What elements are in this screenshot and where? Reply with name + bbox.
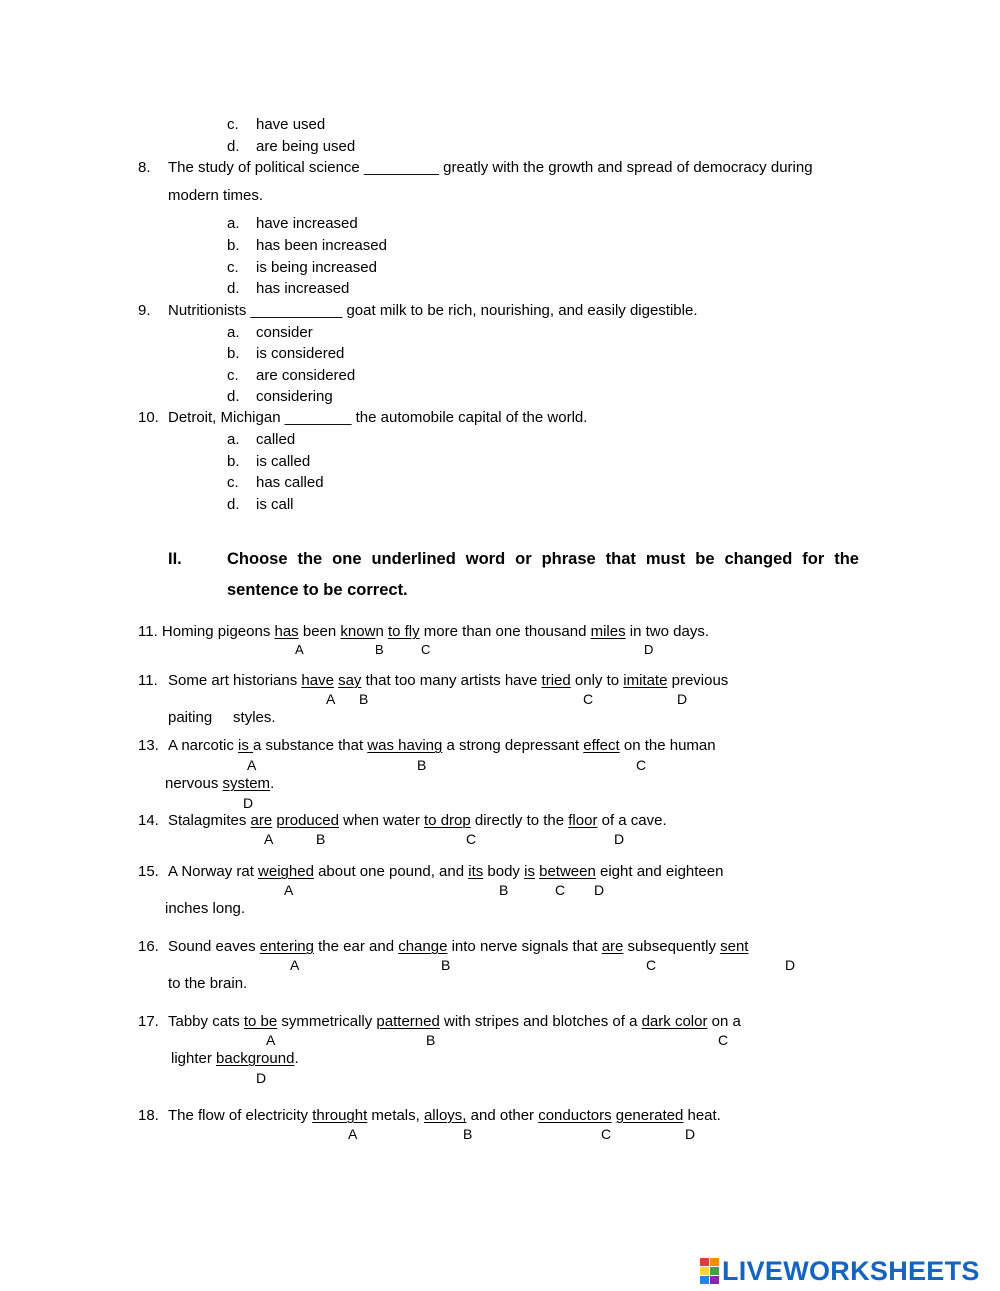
- option-letter: b.: [227, 345, 240, 362]
- option-text: are considered: [256, 367, 356, 384]
- question-sentence: Stalagmites are produced when water to drop directly to the floor of a cave.: [168, 812, 667, 829]
- label-b: B: [499, 882, 509, 898]
- question-sentence-continued: to the brain.: [168, 975, 248, 992]
- label-a: A: [295, 642, 304, 657]
- liveworksheets-logo[interactable]: [700, 1253, 980, 1289]
- underlined-option-b[interactable]: know: [340, 623, 376, 640]
- question-number: 10.: [138, 409, 159, 426]
- question-number: 18.: [138, 1107, 159, 1124]
- logo-block: [710, 1267, 719, 1275]
- logo-block: [710, 1276, 719, 1284]
- label-b: B: [463, 1126, 473, 1142]
- section-instruction: Choose the one underlined word or phrase that must be changed for the: [227, 550, 859, 568]
- underlined-option-b[interactable]: patterned: [376, 1013, 440, 1030]
- underlined-option-d[interactable]: floor: [568, 812, 598, 829]
- option-text: called: [256, 431, 296, 448]
- label-d: D: [785, 957, 796, 973]
- question-sentence-continued: nervous system.: [165, 775, 275, 792]
- option-text: is called: [256, 453, 311, 470]
- label-c: C: [421, 642, 431, 657]
- question-sentence-continued: inches long.: [165, 900, 246, 917]
- underlined-option-d[interactable]: miles: [590, 623, 626, 640]
- underlined-option-c[interactable]: to drop: [424, 812, 471, 829]
- question-sentence: Sound eaves entering the ear and change into nerve signals that are subsequently sent: [168, 938, 749, 955]
- option-text: is call: [256, 496, 294, 513]
- question-number: 9.: [138, 302, 151, 319]
- question-stem: Detroit, Michigan ________ the automobile capital of the world.: [168, 409, 588, 426]
- option-letter: c.: [227, 474, 239, 491]
- question-number: 15.: [138, 863, 159, 880]
- label-d: D: [614, 831, 625, 847]
- label-b: B: [375, 642, 384, 657]
- underlined-option-b[interactable]: its: [468, 863, 484, 880]
- logo-block: [700, 1276, 709, 1284]
- underlined-option-b[interactable]: change: [398, 938, 448, 955]
- label-c: C: [718, 1032, 729, 1048]
- question-number: 14.: [138, 812, 159, 829]
- question-sentence-continued: lighter background.: [171, 1050, 299, 1067]
- underlined-option-a[interactable]: are: [250, 812, 273, 829]
- label-a: A: [290, 957, 300, 973]
- question-number: 11.: [138, 623, 158, 640]
- label-d: D: [594, 882, 605, 898]
- option-text: has been increased: [256, 237, 387, 254]
- underlined-option-b[interactable]: alloys,: [423, 1107, 467, 1124]
- label-c: C: [646, 957, 657, 973]
- underlined-option-d[interactable]: system: [222, 775, 271, 792]
- label-a: A: [284, 882, 294, 898]
- underlined-option-d[interactable]: sent: [720, 938, 749, 955]
- option-letter: c.: [227, 259, 239, 276]
- label-b: B: [417, 757, 427, 773]
- question-stem-continued: modern times.: [168, 187, 264, 204]
- underlined-option-c[interactable]: is: [524, 863, 535, 880]
- option-letter: d.: [227, 388, 240, 405]
- logo-text: LIVEWORKSHEETS: [722, 1255, 980, 1286]
- underlined-option-c[interactable]: to fly: [387, 623, 420, 640]
- question-number: 16.: [138, 938, 159, 955]
- question-sentence: Some art historians have say that too many artists have tried only to imitate previous: [168, 672, 729, 689]
- question-stem: Nutritionists ___________ goat milk to be rich, nourishing, and easily digestible.: [168, 302, 698, 319]
- section-numeral: II.: [168, 550, 182, 568]
- label-b: B: [426, 1032, 436, 1048]
- underlined-option-a[interactable]: is: [238, 737, 254, 754]
- label-a: A: [348, 1126, 358, 1142]
- option-letter: c.: [227, 367, 239, 384]
- option-text: is being increased: [256, 259, 377, 276]
- option-text: are being used: [256, 138, 356, 155]
- underlined-option-c[interactable]: dark color: [641, 1013, 708, 1030]
- label-d: D: [243, 795, 254, 811]
- label-a: A: [326, 691, 336, 707]
- question-number: 8.: [138, 159, 151, 176]
- label-c: C: [583, 691, 594, 707]
- logo-blocks-icon: [700, 1258, 719, 1284]
- logo-block: [700, 1267, 709, 1275]
- label-b: B: [316, 831, 326, 847]
- underlined-option-a[interactable]: throught: [312, 1107, 368, 1124]
- underlined-option-d[interactable]: background: [216, 1050, 295, 1067]
- option-letter: a.: [227, 324, 240, 341]
- underlined-option-b[interactable]: say: [338, 672, 362, 689]
- underlined-option-a[interactable]: entering: [259, 938, 314, 955]
- option-text: have used: [256, 116, 326, 133]
- label-a: A: [247, 757, 257, 773]
- underlined-option-a[interactable]: to be: [243, 1013, 278, 1030]
- option-text: has called: [256, 474, 324, 491]
- option-text: is considered: [256, 345, 345, 362]
- question-sentence: 11. Homing pigeons has been known to fly more than one thousand miles in two days.: [138, 623, 709, 640]
- label-d: D: [677, 691, 688, 707]
- question-sentence: A narcotic is a substance that was having a strong depressant effect on the human: [168, 737, 716, 754]
- underlined-option-b[interactable]: produced: [276, 812, 339, 829]
- underlined-option-c[interactable]: are: [601, 938, 624, 955]
- label-b: B: [441, 957, 451, 973]
- logo-block: [710, 1258, 719, 1266]
- label-d: D: [685, 1126, 696, 1142]
- question-number: 17.: [138, 1013, 159, 1030]
- logo-block: [700, 1258, 709, 1266]
- option-letter: d.: [227, 496, 240, 513]
- underlined-option-a[interactable]: weighed: [258, 863, 314, 880]
- option-letter: a.: [227, 215, 240, 232]
- option-text: considering: [256, 388, 333, 405]
- label-d: D: [644, 642, 654, 657]
- underlined-option-d[interactable]: between: [539, 863, 596, 880]
- question-sentence: A Norway rat weighed about one pound, and its body is between eight and eighteen: [168, 863, 724, 880]
- label-a: A: [266, 1032, 276, 1048]
- option-letter: b.: [227, 237, 240, 254]
- question-number: 13.: [138, 737, 159, 754]
- underlined-option-c[interactable]: effect: [583, 737, 620, 754]
- underlined-option-c[interactable]: tried: [541, 672, 571, 689]
- option-letter: d.: [227, 280, 240, 297]
- label-b: B: [359, 691, 369, 707]
- label-a: A: [264, 831, 274, 847]
- option-letter: c.: [227, 116, 239, 133]
- option-text: have increased: [256, 215, 358, 232]
- option-letter: b.: [227, 453, 240, 470]
- underlined-option-d[interactable]: generated: [615, 1107, 684, 1124]
- label-c: C: [636, 757, 647, 773]
- section-instruction-continued: sentence to be correct.: [227, 581, 408, 599]
- underlined-option-a[interactable]: has: [274, 623, 299, 640]
- question-sentence-continued: paiting styles.: [168, 709, 276, 726]
- question-sentence: The flow of electricity throught metals, alloys, and other conductors generated heat.: [168, 1107, 721, 1124]
- label-c: C: [466, 831, 477, 847]
- option-text: has increased: [256, 280, 350, 297]
- label-c: C: [555, 882, 566, 898]
- question-sentence: Tabby cats to be symmetrically patterned with stripes and blotches of a dark color on a: [168, 1013, 741, 1030]
- label-c: C: [601, 1126, 612, 1142]
- question-stem: The study of political science _________ greatly with the growth and spread of democracy during: [168, 159, 813, 176]
- option-letter: a.: [227, 431, 240, 448]
- underlined-option-a[interactable]: have: [301, 672, 334, 689]
- underlined-option-b[interactable]: was having: [367, 737, 443, 754]
- option-letter: d.: [227, 138, 240, 155]
- question-number: 11.: [138, 672, 158, 689]
- option-text: consider: [256, 324, 313, 341]
- underlined-option-d[interactable]: imitate: [623, 672, 668, 689]
- label-d: D: [256, 1070, 267, 1086]
- underlined-option-c[interactable]: conductors: [538, 1107, 612, 1124]
